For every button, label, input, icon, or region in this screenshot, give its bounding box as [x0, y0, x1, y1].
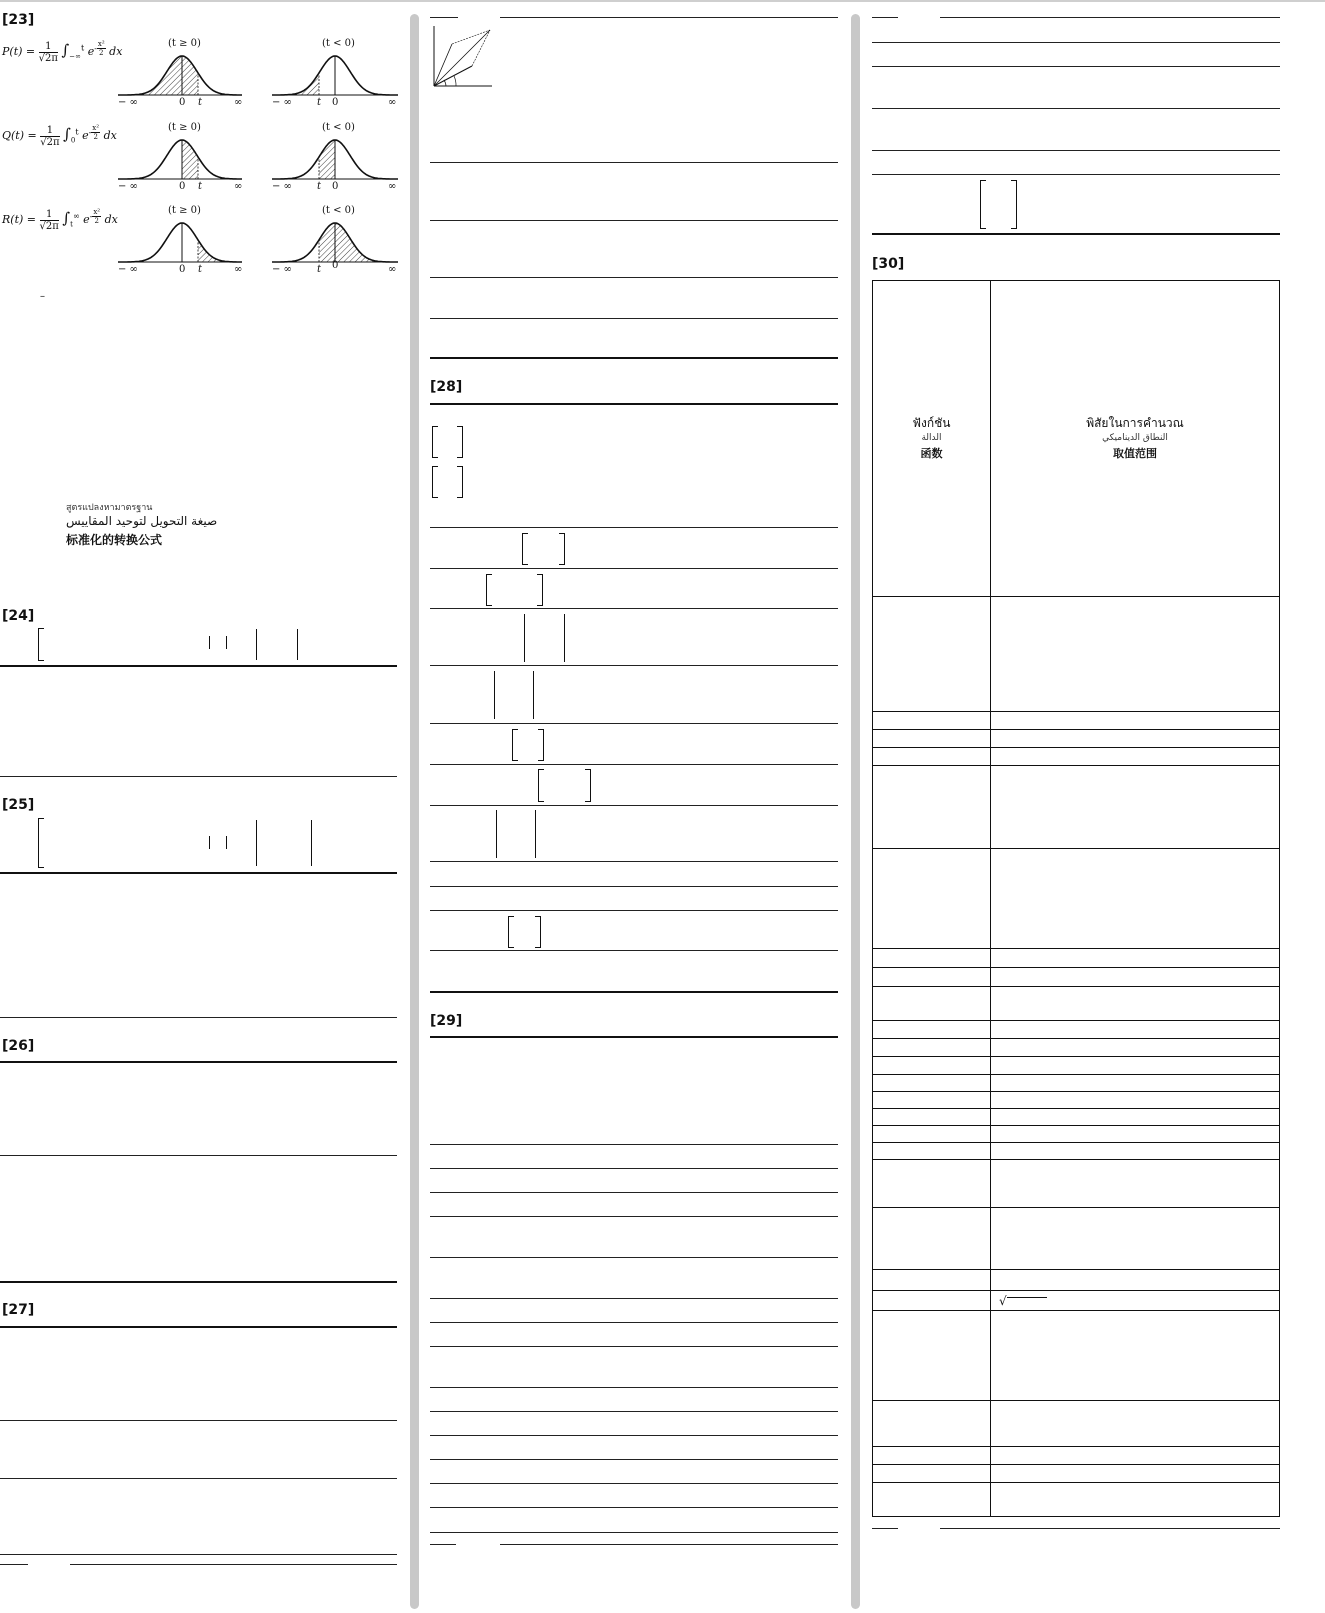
q-exp-base: e — [82, 129, 89, 143]
axis-t: t — [198, 97, 203, 108]
p-integral: ∫ — [61, 41, 70, 60]
rule — [0, 1478, 397, 1479]
p-formula: P(t) = $\frac{1}{√2\pi}$ $\int_{-\infty}^t$ $e^{- \frac{\text{x²}}{2}}$ dx — [2, 40, 123, 64]
r-tail: dx — [104, 213, 118, 227]
r-exp-base: e — [83, 213, 90, 227]
table-row — [873, 1270, 1280, 1291]
section-27-heading: [27] — [2, 1302, 35, 1318]
cond-r-pos: (t ≥ 0) — [168, 205, 201, 216]
table-row — [873, 1465, 1280, 1483]
rule — [70, 1564, 397, 1565]
p-den: √2π — [38, 52, 58, 64]
q-tail: dx — [103, 129, 117, 143]
rule — [872, 233, 1280, 235]
axis-pos-inf: ∞ — [388, 264, 397, 275]
rule — [0, 1420, 397, 1421]
rule — [872, 1528, 898, 1529]
p-exp-base: e — [87, 45, 95, 59]
axis-zero: 0 — [332, 181, 339, 192]
sqrt-symbol: √ — [999, 1293, 1007, 1308]
q-exp-den: 2 — [93, 133, 98, 141]
table-row — [873, 1291, 1280, 1311]
table-header-row — [873, 281, 1280, 597]
axis-t: t — [198, 264, 203, 275]
rule — [430, 1544, 456, 1545]
rule — [430, 1387, 838, 1388]
r-integral: ∫ — [62, 209, 71, 228]
rule — [430, 723, 838, 724]
q-num: 1 — [40, 125, 59, 137]
abs-bar — [209, 636, 210, 649]
rule — [430, 318, 838, 319]
standardize-dash: – — [40, 291, 45, 302]
bracket — [535, 916, 541, 948]
bracket — [585, 769, 591, 802]
rule — [430, 1298, 838, 1299]
rule — [430, 764, 838, 765]
header-function-thai: ฟังก์ชัน — [912, 416, 951, 430]
axis-neg-inf: − ∞ — [272, 181, 292, 192]
r-formula: R(t) = $\frac{1}{√2\pi}$ $\int_t^\infty$ $e^{- \frac{\text{x²}}{2}}$ dx — [2, 208, 118, 232]
axis-neg-inf: − ∞ — [118, 181, 138, 192]
bracket — [38, 628, 44, 661]
table-row — [873, 1039, 1280, 1057]
p-tail: dx — [109, 45, 123, 59]
shaded-area — [198, 240, 242, 262]
abs-bar — [226, 636, 227, 649]
column-divider — [851, 14, 860, 1609]
bracket-pair — [524, 614, 565, 662]
rule — [430, 1322, 838, 1323]
left-column — [0, 0, 400, 1613]
table-row — [873, 730, 1280, 748]
cond-p-neg: (t < 0) — [322, 38, 355, 49]
rule — [430, 1507, 838, 1508]
bracket — [508, 916, 514, 948]
rule — [430, 568, 838, 569]
table-row — [873, 597, 1280, 712]
table-row — [873, 1208, 1280, 1270]
bracket — [538, 729, 544, 761]
rule — [430, 527, 838, 528]
cond-q-pos: (t ≥ 0) — [168, 122, 201, 133]
table-row — [873, 987, 1280, 1021]
rule — [430, 17, 458, 18]
axis-neg-inf: − ∞ — [272, 97, 292, 108]
rule — [430, 1435, 838, 1436]
table-row — [873, 1311, 1280, 1401]
p-lhs: P(t) = — [2, 45, 36, 59]
axis-zero: 0 — [179, 181, 186, 192]
table-row — [873, 1483, 1280, 1517]
section-28-heading: [28] — [430, 379, 463, 395]
rule — [0, 776, 397, 777]
rule — [872, 66, 1280, 67]
r-lhs: R(t) = — [2, 213, 36, 227]
bracket-bar — [311, 820, 312, 866]
header-function-arabic: الدالة — [921, 433, 942, 443]
rule — [430, 1144, 838, 1145]
p-num: 1 — [39, 41, 58, 53]
bracket — [538, 769, 544, 802]
abs-bar — [209, 836, 210, 849]
table-row — [873, 1447, 1280, 1465]
rule — [430, 1168, 838, 1169]
shaded-area — [118, 56, 198, 95]
bracket — [457, 466, 463, 498]
rule — [0, 1017, 397, 1018]
p-lower: −∞ — [69, 52, 81, 61]
rule — [0, 1564, 28, 1565]
section-29-heading: [29] — [430, 1013, 463, 1029]
middle-column — [430, 0, 840, 1613]
axis-zero: 0 — [179, 97, 186, 108]
table-row — [873, 1057, 1280, 1075]
header-range-chinese: 取值范围 — [1113, 447, 1157, 460]
table-row — [873, 712, 1280, 730]
axis-t: t — [198, 181, 203, 192]
r-upper: ∞ — [72, 211, 80, 221]
rule — [430, 1346, 838, 1347]
bracket — [432, 466, 438, 498]
bell-curve — [118, 140, 242, 179]
abs-bar — [226, 836, 227, 849]
standardize-arabic: صيغة التحويل لتوحيد المقاييس — [66, 514, 218, 528]
header-range-thai: พิสัยในการคำนวณ — [1086, 416, 1184, 430]
table-row — [873, 766, 1280, 849]
rule — [430, 1532, 838, 1533]
axis-t: t — [317, 181, 322, 192]
rule — [0, 1326, 397, 1328]
section-24-heading: [24] — [2, 608, 35, 624]
bracket-pair — [496, 810, 536, 858]
r-exp-den: 2 — [94, 217, 99, 225]
rule — [430, 910, 838, 911]
standardize-chinese: 标准化的转换公式 — [66, 533, 163, 547]
q-integral: ∫ — [63, 125, 71, 144]
bracket — [559, 533, 565, 565]
rule — [430, 1459, 838, 1460]
section-23-heading: [23] — [2, 12, 35, 28]
function-range-table — [872, 280, 1280, 1517]
rule — [430, 1257, 838, 1258]
bracket — [537, 574, 543, 606]
bracket — [486, 574, 492, 606]
rule — [430, 991, 838, 993]
rule — [430, 162, 838, 163]
header-range-arabic: النطاق الديناميكي — [1102, 433, 1168, 443]
bracket-bar — [256, 820, 257, 866]
rule — [430, 277, 838, 278]
rule — [500, 17, 838, 18]
bracket — [522, 533, 528, 565]
q-formula: Q(t) = $\frac{1}{√2\pi}$ $\int_0^t$ $e^{- \frac{\text{x²}}{2}}$ dx — [2, 124, 117, 148]
r-num: 1 — [40, 209, 59, 221]
q-lower: 0 — [70, 136, 76, 145]
bracket-pair — [494, 671, 534, 719]
rule — [872, 150, 1280, 151]
cond-q-neg: (t < 0) — [322, 122, 355, 133]
axis-neg-inf: − ∞ — [118, 264, 138, 275]
section-26-heading: [26] — [2, 1038, 35, 1054]
header-range — [991, 281, 1280, 597]
rule — [430, 357, 838, 359]
vector-diagram — [432, 26, 494, 88]
bracket — [1011, 180, 1017, 229]
rule — [430, 1192, 838, 1193]
section-30-heading: [30] — [872, 256, 905, 272]
section-25-heading: [25] — [2, 797, 35, 813]
axis-neg-inf: − ∞ — [272, 264, 292, 275]
rule — [430, 403, 838, 405]
rule — [430, 665, 838, 666]
rule — [430, 1483, 838, 1484]
rule — [0, 665, 397, 667]
rule — [940, 1528, 1280, 1529]
axis-pos-inf: ∞ — [234, 264, 243, 275]
bell-curve — [118, 223, 242, 262]
axis-pos-inf: ∞ — [234, 97, 243, 108]
standardize-thai: สูตรแปลงหามาตรฐาน — [66, 503, 153, 513]
rule — [430, 1216, 838, 1217]
bracket-bar — [256, 629, 257, 660]
axis-pos-inf: ∞ — [388, 181, 397, 192]
axis-pos-inf: ∞ — [234, 181, 243, 192]
q-lhs: Q(t) = — [2, 129, 37, 143]
axis-t: t — [317, 264, 322, 275]
sqrt-overline — [1007, 1297, 1047, 1298]
cond-r-neg: (t < 0) — [322, 205, 355, 216]
table-row — [873, 1126, 1280, 1143]
rule — [0, 1061, 397, 1063]
table-row — [873, 1092, 1280, 1109]
rule — [872, 108, 1280, 109]
axis-t: t — [317, 97, 322, 108]
q-den: √2π — [40, 136, 60, 148]
header-function-chinese: 函数 — [920, 447, 943, 460]
rule — [430, 608, 838, 609]
rule — [0, 872, 397, 874]
bracket — [432, 426, 438, 458]
rule — [872, 17, 898, 18]
table-row — [873, 748, 1280, 766]
p-exp-num: x² — [97, 40, 105, 48]
axis-neg-inf: − ∞ — [118, 97, 138, 108]
table-row — [873, 1109, 1280, 1126]
p-upper: t — [80, 43, 85, 53]
rule — [430, 886, 838, 887]
bracket — [38, 818, 44, 868]
q-exp-num: x² — [92, 124, 100, 132]
table-row — [873, 968, 1280, 987]
rule — [430, 1411, 838, 1412]
table-row — [873, 1075, 1280, 1092]
rule — [430, 220, 838, 221]
bracket — [980, 180, 986, 229]
bracket — [457, 426, 463, 458]
rule — [500, 1544, 838, 1545]
rule — [430, 950, 838, 951]
r-lower: t — [70, 220, 73, 229]
sqrt-cell — [991, 1291, 1280, 1311]
r-den: √2π — [39, 220, 59, 232]
bracket — [512, 729, 518, 761]
table-row — [873, 1021, 1280, 1039]
column-divider — [410, 14, 419, 1609]
rule — [0, 1554, 397, 1555]
rule — [0, 1281, 397, 1283]
rule — [430, 1036, 838, 1038]
table-row — [873, 1401, 1280, 1447]
p-exp-den: 2 — [99, 49, 104, 57]
r-exp-num: x² — [93, 208, 101, 216]
q-upper: t — [75, 127, 79, 137]
rule — [430, 861, 838, 862]
axis-pos-inf: ∞ — [388, 97, 397, 108]
table-row — [873, 1160, 1280, 1208]
header-function — [873, 281, 991, 597]
axis-zero: 0 — [179, 264, 186, 275]
rule — [0, 1155, 397, 1156]
bracket-bar — [297, 629, 298, 660]
axis-zero: 0 — [332, 260, 339, 271]
rule — [872, 174, 1280, 175]
shaded-area — [319, 223, 398, 262]
table-row — [873, 949, 1280, 968]
table-row — [873, 1143, 1280, 1160]
rule — [872, 42, 1280, 43]
table-row — [873, 849, 1280, 949]
rule — [940, 17, 1280, 18]
axis-zero: 0 — [332, 97, 339, 108]
rule — [430, 805, 838, 806]
cond-p-pos: (t ≥ 0) — [168, 38, 201, 49]
